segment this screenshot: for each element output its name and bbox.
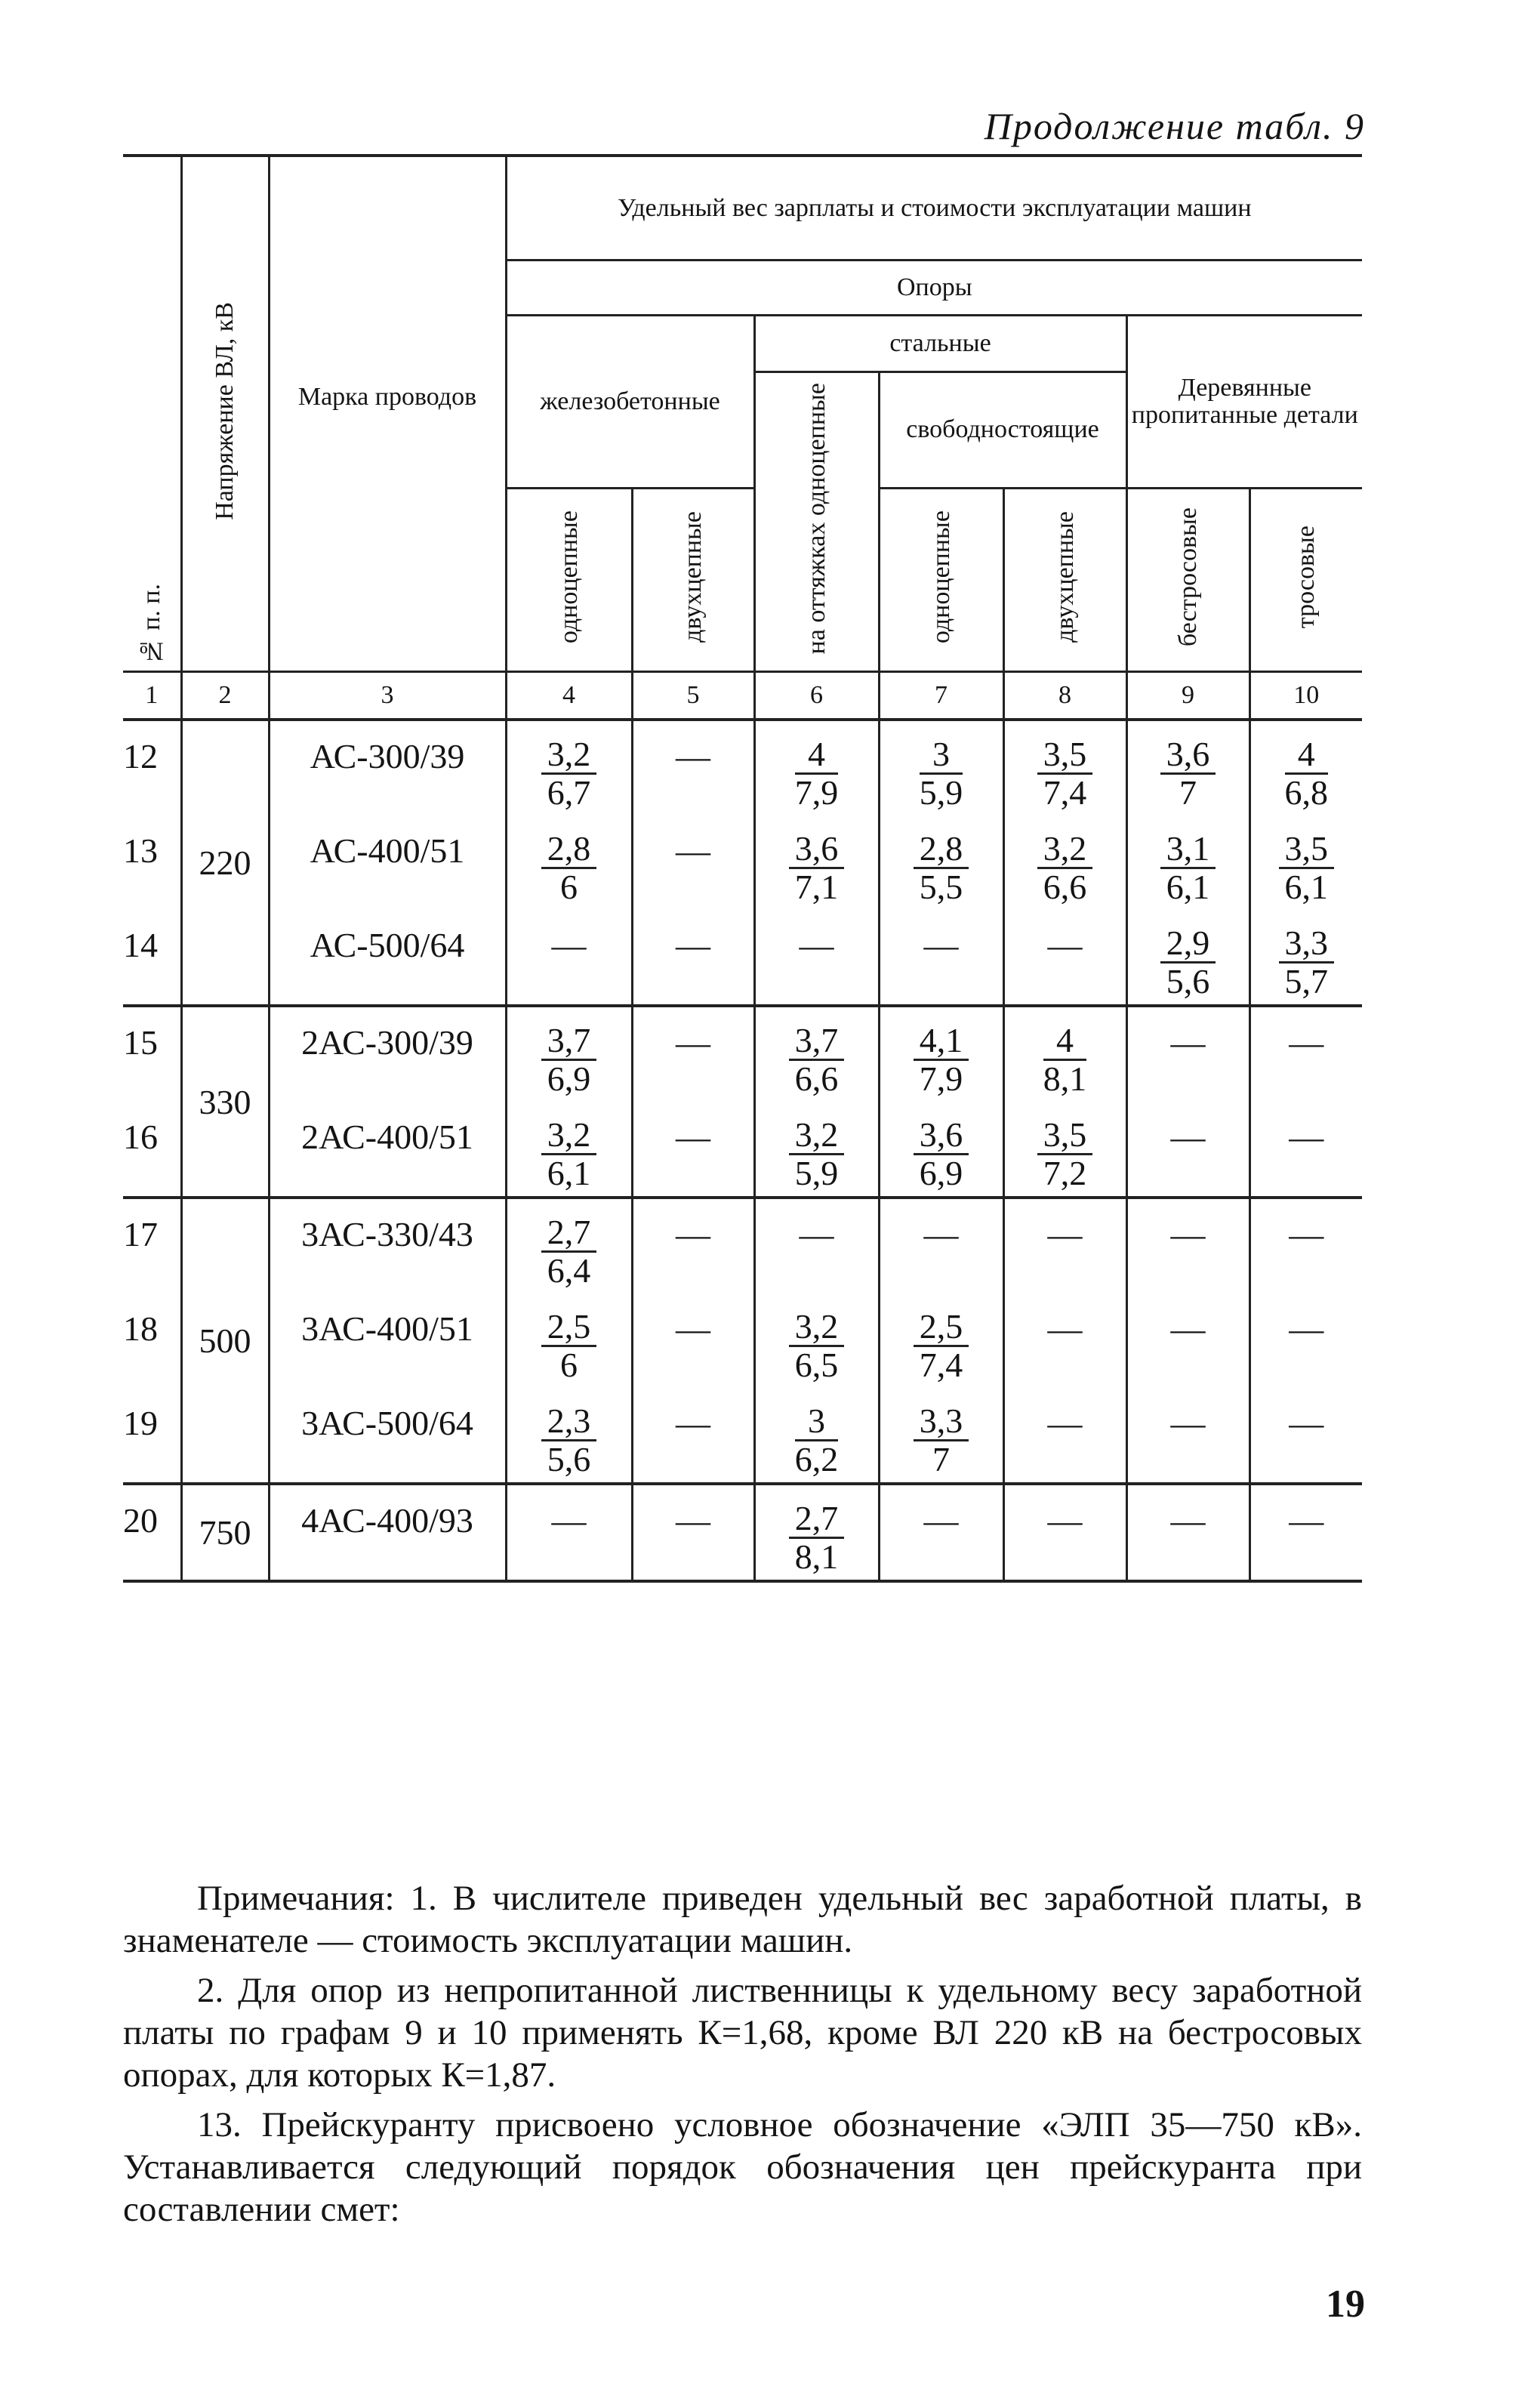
- table-row: [123, 1293, 1362, 1388]
- row-number: 20: [123, 1484, 181, 1581]
- value-cell: [632, 1198, 754, 1293]
- fraction: [789, 1022, 845, 1098]
- dash: —: [676, 831, 710, 870]
- dash: —: [923, 1501, 959, 1540]
- fraction: [541, 1022, 597, 1098]
- fraction: [1037, 831, 1093, 906]
- dash: —: [551, 1501, 587, 1540]
- denominator: 6,1: [1284, 868, 1329, 907]
- note-1: Примечания: 1. В числителе приведен удельный вес заработной платы, в знаменателе — стоимость эксплуатации машин.: [123, 1879, 1362, 1960]
- header-wood: Деревянные пропитанные детали: [1126, 316, 1362, 489]
- row-number: 15: [123, 1006, 181, 1102]
- dash: —: [1289, 1501, 1324, 1540]
- wire-cell: 2АС-300/39: [269, 1006, 506, 1102]
- col-number: 2: [181, 672, 269, 720]
- numerator: 3: [795, 1403, 839, 1441]
- notes: [123, 1877, 1362, 2238]
- dash: —: [1047, 1215, 1083, 1253]
- fraction: [789, 1500, 845, 1576]
- value-cell: [506, 1102, 632, 1198]
- header-wood-noguy: бестросовые: [1126, 489, 1249, 672]
- fraction: [1160, 925, 1216, 1001]
- table-body: [123, 720, 1362, 1581]
- voltage-cell: 330: [181, 1006, 269, 1198]
- value-cell: [506, 1388, 632, 1484]
- value-cell: [1249, 720, 1362, 816]
- fraction: [914, 1309, 969, 1384]
- table-row: [123, 1388, 1362, 1484]
- dash: —: [1170, 1023, 1206, 1062]
- value-cell: [1126, 1484, 1249, 1581]
- col-number: 3: [269, 672, 506, 720]
- wire-cell: АС-300/39: [269, 720, 506, 816]
- fraction: [789, 831, 845, 906]
- fraction: [914, 1117, 969, 1192]
- dash: —: [551, 926, 587, 964]
- numerator: 2,7: [541, 1214, 597, 1253]
- value-cell: [506, 720, 632, 816]
- value-cell: [1126, 1198, 1249, 1293]
- numerator: 3,2: [789, 1309, 845, 1347]
- value-cell: [506, 910, 632, 1006]
- wire-cell: 3АС-330/43: [269, 1198, 506, 1293]
- numerator: 3,6: [1160, 736, 1216, 775]
- fraction: [1043, 1022, 1087, 1098]
- col-number: 1: [123, 672, 181, 720]
- denominator: 6,9: [919, 1154, 963, 1193]
- dash: —: [676, 926, 710, 964]
- numerator: 4: [795, 736, 839, 775]
- value-cell: [754, 1293, 879, 1388]
- header-free: свободностоящие: [879, 372, 1126, 489]
- denominator: 5,6: [1166, 962, 1210, 1001]
- header-guyed: на оттяжках одноцепные: [754, 372, 879, 672]
- numerator: 3,1: [1160, 831, 1216, 869]
- denominator: 7,4: [919, 1346, 963, 1385]
- value-cell: [1249, 910, 1362, 1006]
- denominator: 6,9: [547, 1059, 591, 1099]
- value-cell: [1126, 910, 1249, 1006]
- header-supports: Опоры: [506, 261, 1362, 316]
- value-cell: [1249, 1102, 1362, 1198]
- header-rc: железобетонные: [506, 316, 754, 489]
- denominator: 7,2: [1043, 1154, 1087, 1193]
- row-number: 13: [123, 831, 158, 870]
- value-cell: [1249, 816, 1362, 910]
- numerator: 3,2: [541, 736, 597, 775]
- row-number: 17: [123, 1198, 181, 1293]
- dash: —: [799, 1215, 834, 1253]
- wire-cell: 3АС-500/64: [269, 1388, 506, 1484]
- denominator: 6,5: [794, 1346, 839, 1385]
- numerator: 3,6: [914, 1117, 969, 1155]
- denominator: 5,6: [547, 1440, 591, 1479]
- numerator: 2,5: [914, 1309, 969, 1347]
- value-cell: [506, 1484, 632, 1581]
- value-cell: [879, 1388, 1003, 1484]
- value-cell: [1126, 720, 1249, 816]
- dash: —: [1289, 1023, 1324, 1062]
- fraction: [1037, 736, 1093, 812]
- header-rc-single: одноцепные: [506, 489, 632, 672]
- row-number: 19: [123, 1388, 181, 1484]
- fraction: [1160, 736, 1216, 812]
- fraction: [1160, 831, 1216, 906]
- value-cell: [879, 910, 1003, 1006]
- value-cell: [506, 816, 632, 910]
- numerator: 3,2: [1037, 831, 1093, 869]
- denominator: 7: [932, 1440, 950, 1479]
- dash: —: [676, 1023, 710, 1062]
- numerator: 4: [1285, 736, 1329, 775]
- value-cell: [1126, 1293, 1249, 1388]
- denominator: 8,1: [794, 1537, 839, 1577]
- voltage-cell: 220: [181, 720, 269, 1006]
- denominator: 8,1: [1043, 1059, 1087, 1099]
- fraction: [914, 1403, 969, 1478]
- dash: —: [676, 1118, 710, 1156]
- dash: —: [1289, 1309, 1324, 1348]
- col-number: 4: [506, 672, 632, 720]
- denominator: 5,9: [794, 1154, 839, 1193]
- data-table: [123, 154, 1362, 1583]
- header-steel: стальные: [754, 316, 1126, 372]
- dash: —: [1170, 1118, 1206, 1156]
- numerator: 2,3: [541, 1403, 597, 1441]
- dash: —: [1170, 1404, 1206, 1442]
- note-2: 2. Для опор из непропитанной лиственницы к удельному весу заработной платы по графам 9 и 10 применять К=1,68, кроме ВЛ 220 кВ на бестросовых опорах, для которых К=1,87.: [123, 1971, 1362, 2095]
- wire-cell: 3АС-400/51: [269, 1293, 506, 1388]
- value-cell: [1003, 1006, 1126, 1102]
- numerator: 3,3: [914, 1403, 969, 1441]
- page-number: 19: [1326, 2283, 1365, 2326]
- header-wire: Марка проводов: [269, 156, 506, 672]
- denominator: 6: [560, 1346, 578, 1385]
- numerator: 3,6: [789, 831, 845, 869]
- col-number: 6: [754, 672, 879, 720]
- dash: —: [799, 926, 834, 964]
- value-cell: [754, 1388, 879, 1484]
- col-number: 9: [1126, 672, 1249, 720]
- denominator: 6,7: [547, 773, 591, 812]
- dash: —: [676, 737, 710, 775]
- value-cell: [1003, 1484, 1126, 1581]
- wire-cell: АС-500/64: [269, 910, 506, 1006]
- denominator: 5,9: [919, 773, 963, 812]
- denominator: 6,2: [794, 1440, 839, 1479]
- table-row: [123, 1006, 1362, 1102]
- value-cell: [879, 1484, 1003, 1581]
- table-caption: Продолжение табл. 9: [984, 105, 1365, 147]
- table-row: [123, 816, 1362, 910]
- value-cell: [879, 1293, 1003, 1388]
- denominator: 7,9: [794, 773, 839, 812]
- numerator: 4: [1043, 1022, 1087, 1061]
- denominator: 6,4: [547, 1251, 591, 1290]
- header-no: № п. п.: [123, 156, 181, 672]
- fraction: [541, 1403, 597, 1478]
- value-cell: [754, 1006, 879, 1102]
- value-cell: [879, 816, 1003, 910]
- dash: —: [923, 1215, 959, 1253]
- denominator: 7,4: [1043, 773, 1087, 812]
- value-cell: [754, 910, 879, 1006]
- fraction: [920, 736, 963, 812]
- fraction: [1279, 925, 1335, 1001]
- numerator: 2,8: [541, 831, 597, 869]
- dash: —: [676, 1501, 710, 1540]
- header-free-double: двухцепные: [1003, 489, 1126, 672]
- fraction: [541, 736, 597, 812]
- numerator: 2,9: [1160, 925, 1216, 964]
- numerator: 3,2: [789, 1117, 845, 1155]
- fraction: [789, 1117, 845, 1192]
- fraction: [914, 831, 969, 906]
- denominator: 7: [1179, 773, 1197, 812]
- value-cell: [754, 1484, 879, 1581]
- value-cell: [879, 720, 1003, 816]
- value-cell: [1003, 910, 1126, 1006]
- dash: —: [1170, 1215, 1206, 1253]
- value-cell: [1003, 1388, 1126, 1484]
- value-cell: [1249, 1484, 1362, 1581]
- voltage-cell: 750: [181, 1484, 269, 1581]
- value-cell: [632, 1006, 754, 1102]
- paragraph-13: 13. Прейскуранту присвоено условное обозначение «ЭЛП 35—750 кВ». Устанавливается следующий порядок обозначения цен прейскуранта при составлении смет:: [123, 2105, 1362, 2229]
- value-cell: [632, 816, 754, 910]
- fraction: [789, 1309, 845, 1384]
- numerator: 3,7: [541, 1022, 597, 1061]
- dash: —: [676, 1404, 710, 1442]
- table-row: [123, 1484, 1362, 1581]
- value-cell: [506, 1198, 632, 1293]
- value-cell: [1249, 1293, 1362, 1388]
- value-cell: [632, 720, 754, 816]
- fraction: [541, 1214, 597, 1290]
- numerator: 3,7: [789, 1022, 845, 1061]
- table-row: [123, 1102, 1362, 1198]
- denominator: 6,6: [794, 1059, 839, 1099]
- value-cell: [754, 816, 879, 910]
- header-wood-rope: тросовые: [1249, 489, 1362, 672]
- col-number: 7: [879, 672, 1003, 720]
- numerator: 2,7: [789, 1500, 845, 1539]
- table-row: [123, 910, 1362, 1006]
- denominator: 5,7: [1284, 962, 1329, 1001]
- value-cell: [879, 1198, 1003, 1293]
- value-cell: [1003, 1102, 1126, 1198]
- value-cell: [1126, 1102, 1249, 1198]
- table-row: [123, 720, 1362, 816]
- dash: —: [1047, 926, 1083, 964]
- value-cell: [1126, 1006, 1249, 1102]
- wire-cell: 4АС-400/93: [269, 1484, 506, 1581]
- denominator: 7,9: [919, 1059, 963, 1099]
- value-cell: [632, 1484, 754, 1581]
- denominator: 6,1: [547, 1154, 591, 1193]
- numerator: 3,2: [541, 1117, 597, 1155]
- row-number: 18: [123, 1309, 158, 1348]
- dash: —: [923, 926, 959, 964]
- value-cell: [1126, 1388, 1249, 1484]
- value-cell: [506, 1006, 632, 1102]
- denominator: 6,1: [1166, 868, 1210, 907]
- value-cell: [1003, 720, 1126, 816]
- dash: —: [1289, 1404, 1324, 1442]
- numerator: 2,8: [914, 831, 969, 869]
- denominator: 6,8: [1284, 773, 1329, 812]
- fraction: [1037, 1117, 1093, 1192]
- col-number: 8: [1003, 672, 1126, 720]
- value-cell: [1003, 1293, 1126, 1388]
- value-cell: [632, 1102, 754, 1198]
- fraction: [914, 1022, 969, 1098]
- header-voltage: Напряжение ВЛ, кВ: [181, 156, 269, 672]
- header-rc-double: двухцепные: [632, 489, 754, 672]
- value-cell: [1249, 1198, 1362, 1293]
- dash: —: [1047, 1309, 1083, 1348]
- col-number: 5: [632, 672, 754, 720]
- numerator: 3: [920, 736, 963, 775]
- dash: —: [1289, 1118, 1324, 1156]
- header-main: Удельный вес зарплаты и стоимости эксплуатации машин: [506, 156, 1362, 261]
- wire-cell: 2АС-400/51: [269, 1102, 506, 1198]
- denominator: 5,5: [919, 868, 963, 907]
- header-free-single: одноцепные: [879, 489, 1003, 672]
- value-cell: [879, 1102, 1003, 1198]
- row-number: 16: [123, 1102, 181, 1198]
- dash: —: [1047, 1404, 1083, 1442]
- numerator: 2,5: [541, 1309, 597, 1347]
- fraction: [1279, 831, 1335, 906]
- fraction: [1285, 736, 1329, 812]
- numerator: 3,5: [1037, 1117, 1093, 1155]
- value-cell: [632, 1293, 754, 1388]
- value-cell: [632, 910, 754, 1006]
- fraction: [795, 736, 839, 812]
- denominator: 6: [560, 868, 578, 907]
- fraction: [541, 1117, 597, 1192]
- value-cell: [754, 720, 879, 816]
- denominator: 7,1: [794, 868, 839, 907]
- col-number: 10: [1249, 672, 1362, 720]
- fraction: [541, 1309, 597, 1384]
- numerator: 4,1: [914, 1022, 969, 1061]
- denominator: 6,6: [1043, 868, 1087, 907]
- voltage-cell: 500: [181, 1198, 269, 1484]
- dash: —: [1170, 1501, 1206, 1540]
- value-cell: [879, 1006, 1003, 1102]
- dash: —: [1170, 1309, 1206, 1348]
- value-cell: [1003, 1198, 1126, 1293]
- value-cell: [1126, 816, 1249, 910]
- numerator: 3,5: [1037, 736, 1093, 775]
- dash: —: [1047, 1501, 1083, 1540]
- dash: —: [1289, 1215, 1324, 1253]
- value-cell: [1003, 816, 1126, 910]
- row-number: 14: [123, 910, 181, 1006]
- dash: —: [676, 1215, 710, 1253]
- numerator: 3,3: [1279, 925, 1335, 964]
- value-cell: [632, 1388, 754, 1484]
- value-cell: [506, 1293, 632, 1388]
- value-cell: [1249, 1388, 1362, 1484]
- dash: —: [676, 1309, 710, 1348]
- fraction: [795, 1403, 839, 1478]
- value-cell: [754, 1198, 879, 1293]
- value-cell: [1249, 1006, 1362, 1102]
- row-number: 12: [123, 737, 158, 775]
- wire-cell: АС-400/51: [269, 816, 506, 910]
- table-row: [123, 1198, 1362, 1293]
- value-cell: [754, 1102, 879, 1198]
- numerator: 3,5: [1279, 831, 1335, 869]
- fraction: [541, 831, 597, 906]
